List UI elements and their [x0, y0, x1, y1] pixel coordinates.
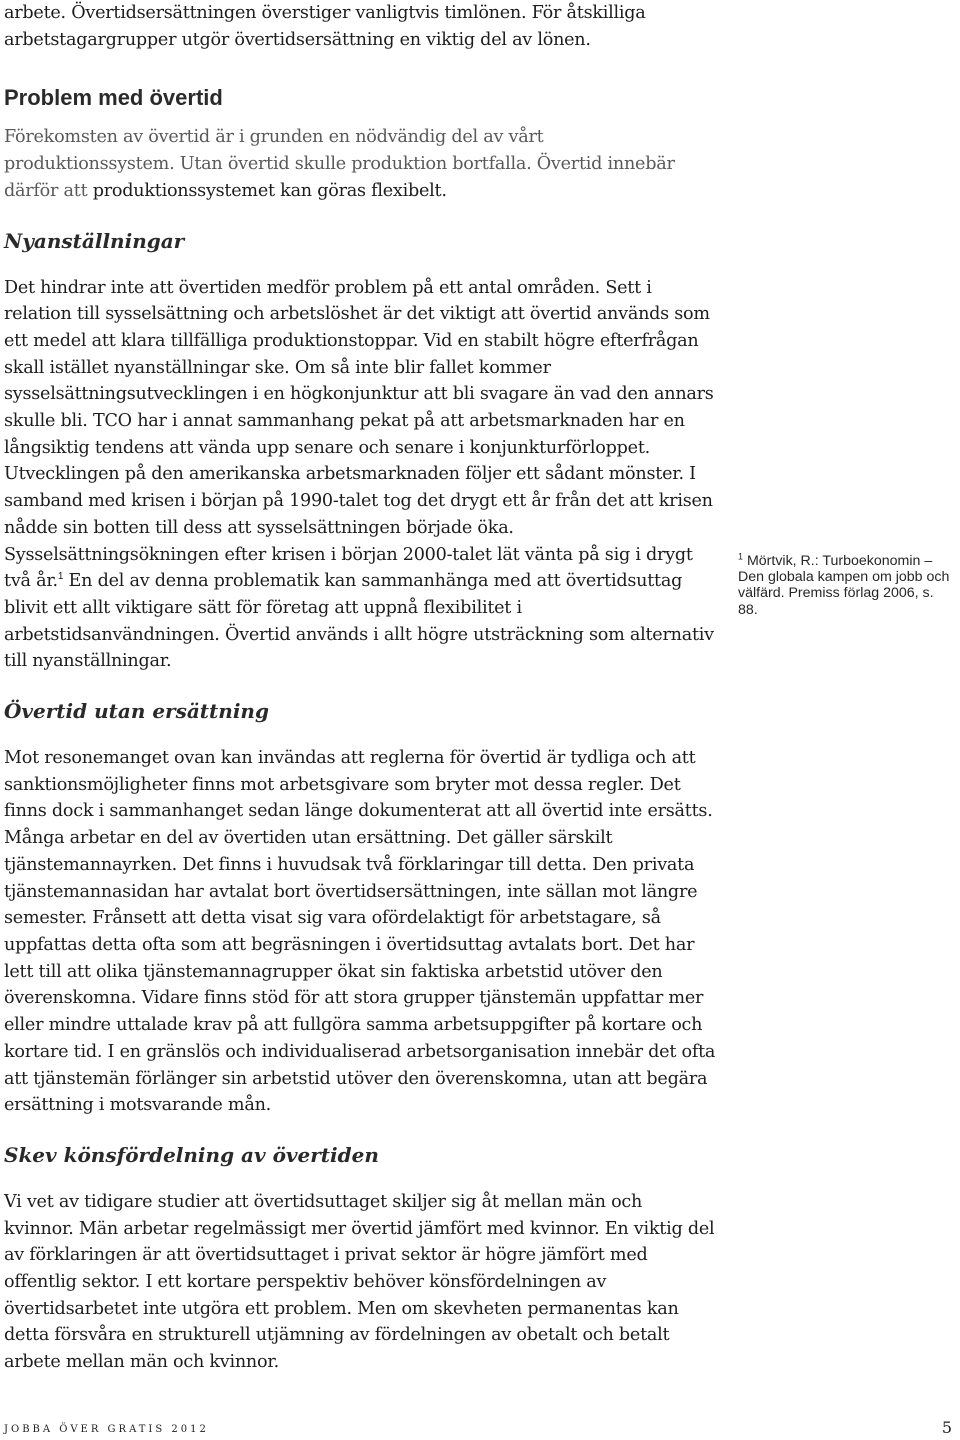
sentence: TCO har i annat sammanhang pekat på att arbetsmarknaden har en långsiktig tendens att vända upp senare och senare i konjunkturförloppet. — [4, 411, 685, 458]
sentence: En del av denna problematik kan sammanhänga med att övertidsuttag blivit ett allt viktigare sätt för företag att uppnå flexibilitet i arbetstidsanvändningen. — [4, 571, 683, 645]
sentence: Frånsett att detta visat sig vara ofördelaktigt för arbetstagare, så uppfattas detta ofta som att begräsningen i övertidsuttag avtalats bort. — [4, 908, 661, 955]
page-footer — [4, 1420, 952, 1438]
intro-paragraph — [4, 0, 716, 53]
sentence: Mot resonemanget ovan kan invändas att reglerna för övertid är tydliga och att sanktionsmöjligheter finns mot arbetsgivare som bryter mot dessa regler. — [4, 748, 696, 795]
problem-paragraph — [4, 124, 716, 204]
sentence: I en gränslös och individualiserad arbetsorganisation innebär det ofta att tjänstemän förlänger sin arbetstid utöver den överenskomna, utan att begära ersättning i motsvarande mån. — [4, 1041, 716, 1116]
page-number: 5 — [941, 1418, 952, 1437]
sentence: En viktig del av förklaringen är att övertidsuttaget i privat sektor är högre jämfört med offentlig sektor. — [4, 1218, 715, 1293]
sentence: Vi vet av tidigare studier att övertidsuttaget skiljer sig åt mellan män och kvinnor. — [4, 1191, 643, 1239]
sentence: I ett kortare perspektiv behöver könsfördelningen av övertidsarbetet inte utgöra ett problem. — [4, 1272, 607, 1319]
sentence: Utvecklingen på den amerikanska arbetsmarknaden följer ett sådant mönster. — [4, 464, 690, 485]
sentence: Den privata tjänstemannasidan har avtalat bort övertidsersättningen, inte sällan mot längre semester. — [4, 854, 698, 929]
sentence: Men om skevheten permanentas kan detta försvåra en strukturell utjämning av fördelningen av obetalt och betalt arbete mellan män och kvinnor. — [4, 1298, 679, 1373]
main-column — [4, 0, 716, 1376]
section-heading-nyanstallningar: Nyanställningar — [4, 228, 185, 253]
footnote-marker: 1 — [738, 551, 744, 562]
sentence: Övertid används i allt högre utsträckning som alternativ till nyanställningar. — [4, 624, 714, 672]
footnote-text: Mörtvik, R.: Turboekonomin – Den globala kampen om jobb och välfärd. Premiss förlag 2006, s. 88. — [738, 553, 950, 618]
sentence: Sysselsättningsökningen efter krisen i början 2000-talet lät vänta på sig i drygt två år. — [4, 544, 693, 592]
sentence: Sett i relation till sysselsättning och arbetslöshet är det viktigt att övertid används som ett medel att klara tillfälliga produktionstoppar. — [4, 277, 710, 351]
sentence: Män arbetar regelmässigt mer övertid jämfört med kvinnor. — [78, 1218, 605, 1239]
running-title: jobba över gratis 2012 — [4, 1420, 209, 1436]
sentence: Om så inte blir fallet kommer sysselsättningsutvecklingen i en högkonjunktur att bli svagare än vad den annars skulle bli. — [4, 357, 714, 432]
problem-text: produktionssystemet kan göras flexibelt. — [92, 180, 447, 201]
section-heading-konsfordelning: Skev könsfördelning av övertiden — [4, 1142, 379, 1167]
sentence: Det har lett till att olika tjänstemannagrupper ökat sin faktiska arbetstid utöver den överenskomna. — [4, 934, 695, 1009]
intro-text: arbete. Övertidsersättningen överstiger vanligtvis timlönen. För åtskilliga arbetstagargrupper utgör övertidsersättning en viktig del av lönen. — [4, 3, 646, 50]
sentence: Vidare finns stöd för att stora grupper tjänstemän uppfattar mer eller mindre uttalade krav på att fullgöra samma arbetsuppgifter på kortare och kortare tid. — [4, 988, 704, 1062]
section-heading-utan-ersattning: Övertid utan ersättning — [4, 699, 269, 724]
sentence: Det hindrar inte att övertiden medför problem på ett antal områden. — [4, 277, 606, 298]
sentence: I samband med krisen i början på 1990-talet tog det drygt ett år från det att krisen nådde sin botten till dess att sysselsättningen började öka. — [4, 464, 713, 538]
konsfordelning-paragraph — [4, 1189, 716, 1376]
sentence: Det gäller särskilt tjänstemannayrken. — [4, 828, 613, 875]
problem-text-grey: Förekomsten av övertid är i grunden en nödvändig del av vårt produktionssystem. Utan övertid skulle produktion bortfalla. Övertid innebär därför att — [4, 127, 675, 201]
sentence: Det finns i huvudsak två förklaringar till detta. — [182, 854, 593, 875]
sentence: Det finns dock i sammanhanget sedan länge dokumenterat att all övertid inte ersätts. — [4, 774, 713, 822]
footnote-reference[interactable]: 1 — [57, 571, 64, 583]
sentence: Vid en stabilt högre efterfrågan skall istället nyanställningar ske. — [4, 330, 699, 378]
utan-ersattning-paragraph — [4, 745, 716, 1119]
section-heading-problem: Problem med övertid — [4, 85, 223, 111]
footnote — [738, 553, 952, 618]
sentence: Många arbetar en del av övertiden utan ersättning. — [4, 828, 457, 849]
nyanstallningar-paragraph — [4, 275, 716, 676]
